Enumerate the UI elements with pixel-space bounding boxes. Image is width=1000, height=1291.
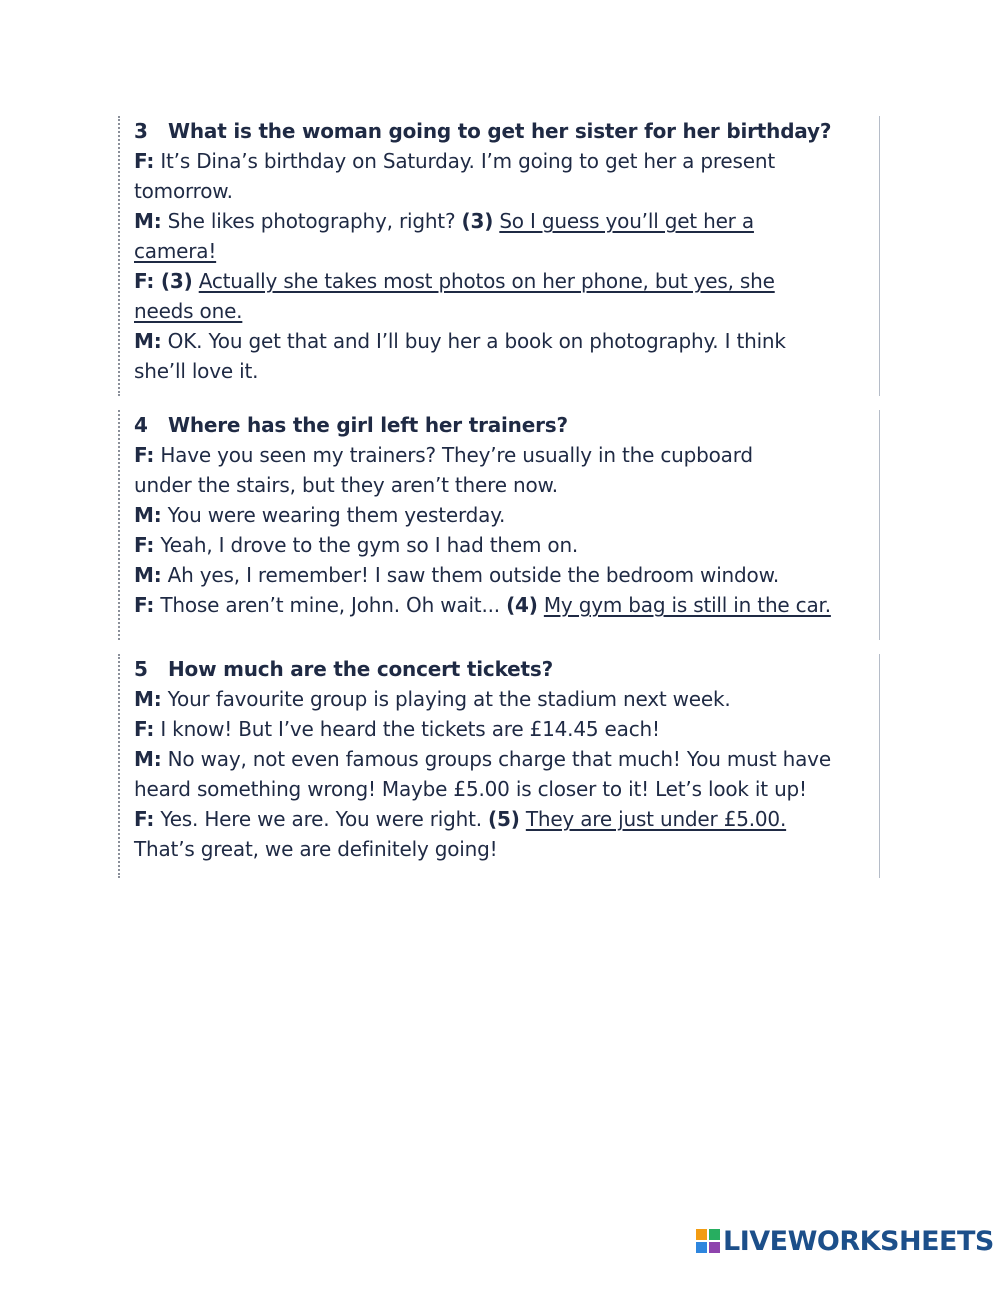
dialogue-text: tomorrow.: [134, 179, 233, 203]
question-number: 3: [134, 119, 148, 143]
answer-marker: (5): [488, 807, 520, 831]
question-heading: [134, 654, 879, 684]
dialogue-text: Those aren’t mine, John. Oh wait...: [154, 593, 507, 617]
dialogue-text: she’ll love it.: [134, 359, 259, 383]
dialogue-text: heard something wrong! Maybe £5.00 is closer to it! Let’s look it up!: [134, 777, 807, 801]
question-number: 4: [134, 413, 148, 437]
dialogue-line: [134, 774, 879, 804]
logo-text: LIVEWORKSHEETS: [723, 1225, 994, 1257]
question-heading: [134, 410, 879, 440]
speaker-label: F:: [134, 807, 155, 831]
answer-marker: (3): [154, 269, 193, 293]
answer-text: My gym bag is still in the car.: [543, 593, 831, 617]
question-text: How much are the concert tickets?: [168, 657, 553, 681]
dialogue-text: Ah yes, I remember! I saw them outside the bedroom window.: [161, 563, 780, 587]
speaker-label: F:: [134, 149, 155, 173]
question-heading: [134, 116, 879, 146]
question-text: What is the woman going to get her sister for her birthday?: [168, 119, 832, 143]
dialogue-text: Yeah, I drove to the gym so I had them on.: [154, 533, 579, 557]
dialogue-text: No way, not even famous groups charge that much! You must have: [161, 747, 831, 771]
dialogue-line: [134, 804, 879, 834]
dialogue-line: [134, 530, 879, 560]
section-question-5: [118, 654, 880, 878]
dialogue-text: I know! But I’ve heard the tickets are £14.45 each!: [154, 717, 660, 741]
dialogue-text: Your favourite group is playing at the stadium next week.: [161, 687, 731, 711]
speaker-label: F:: [134, 443, 155, 467]
dialogue-text: Have you seen my trainers? They’re usually in the cupboard: [154, 443, 753, 467]
dialogue-text: Yes. Here we are. You were right.: [154, 807, 489, 831]
dialogue-line: [134, 744, 879, 774]
dialogue-text: That’s great, we are definitely going!: [134, 837, 498, 861]
section-question-3: [118, 116, 880, 396]
answer-marker: (3): [461, 209, 494, 233]
dialogue-line: [134, 356, 879, 386]
speaker-label: F:: [134, 269, 155, 293]
answer-marker: (4): [506, 593, 538, 617]
section-question-4: [118, 410, 880, 640]
dialogue-line: [134, 560, 879, 590]
speaker-label: M:: [134, 209, 162, 233]
dialogue-line: [134, 206, 879, 236]
logo-blocks-icon: [696, 1229, 720, 1253]
dialogue-line: [134, 590, 879, 620]
dialogue-line: [134, 146, 879, 176]
dialogue-line: [134, 834, 879, 864]
dialogue-line: [134, 440, 879, 470]
speaker-label: M:: [134, 563, 162, 587]
dialogue-text: She likes photography, right?: [161, 209, 462, 233]
answer-text: They are just under £5.00.: [525, 807, 787, 831]
answer-text: camera!: [134, 239, 217, 263]
question-number: 5: [134, 657, 148, 681]
dialogue-line: [134, 326, 879, 356]
dialogue-line: [134, 684, 879, 714]
speaker-label: M:: [134, 329, 162, 353]
dialogue-text: OK. You get that and I’ll buy her a book on photography. I think: [161, 329, 786, 353]
dialogue-line: [134, 266, 879, 296]
dialogue-text: under the stairs, but they aren’t there now.: [134, 473, 558, 497]
question-text: Where has the girl left her trainers?: [168, 413, 568, 437]
answer-text: needs one.: [134, 299, 243, 323]
dialogue-line: [134, 296, 879, 326]
speaker-label: F:: [134, 593, 155, 617]
dialogue-text: You were wearing them yesterday.: [161, 503, 506, 527]
dialogue-text: It’s Dina’s birthday on Saturday. I’m going to get her a present: [154, 149, 775, 173]
dialogue-line: [134, 714, 879, 744]
speaker-label: F:: [134, 533, 155, 557]
dialogue-line: [134, 500, 879, 530]
liveworksheets-logo: [696, 1224, 994, 1258]
speaker-label: F:: [134, 717, 155, 741]
speaker-label: M:: [134, 503, 162, 527]
answer-text: Actually she takes most photos on her phone, but yes, she: [198, 269, 775, 293]
answer-text: So I guess you’ll get her a: [499, 209, 754, 233]
dialogue-line: [134, 470, 879, 500]
speaker-label: M:: [134, 747, 162, 771]
dialogue-line: [134, 236, 879, 266]
speaker-label: M:: [134, 687, 162, 711]
dialogue-line: [134, 176, 879, 206]
